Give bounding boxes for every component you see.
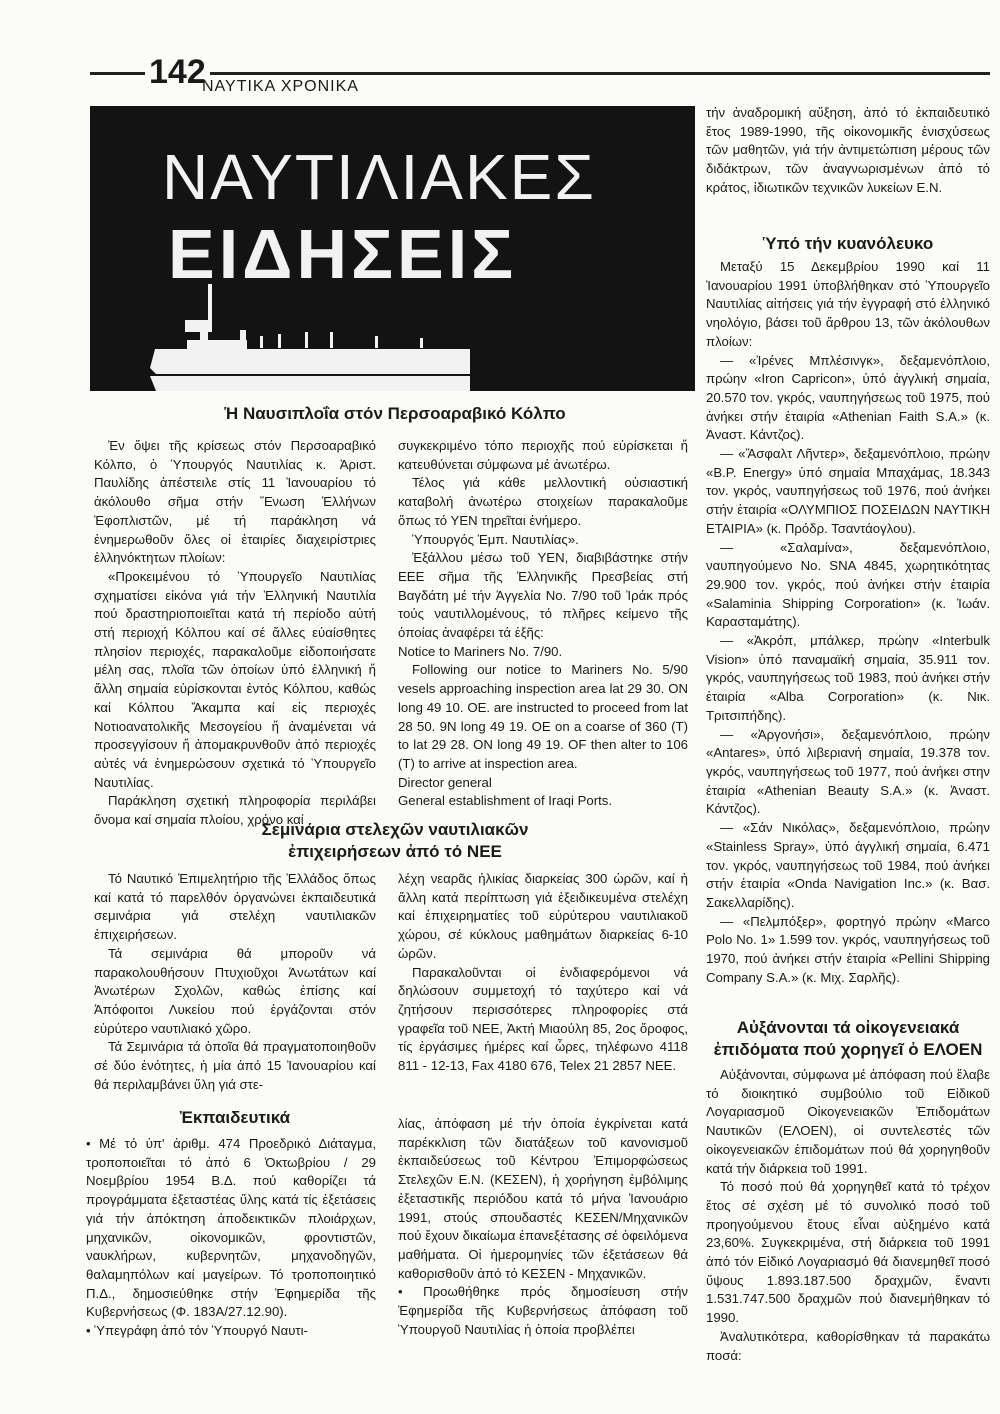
paragraph: — «Ἄσφαλτ Λῆντερ», δεξαμενόπλοιο, πρώην «B.P. Energy» ὑπό σημαία Μπαχάμας, 18.343 τον. γκρός, ναυπηγήσεως τοῦ 1976, πού ἀνήκει στήν ἑταιρία «ΟΛΥΜΠΙΟΣ ΠΟΣΕΙΔΩΝ ΝΑΥΤΙΚΗ ΕΤΑΙΡΙΑ» (κ. Πρόδρ. Τσαντάογλου). bbox=[706, 446, 990, 536]
paragraph: Τά σεμινάρια θά μποροῦν νά παρακολουθήσουν Πτυχιοῦχοι Ἀνωτάτων καί Ἀνωτέρων Σχολῶν, καθώς ἐπίσης καί Ἀπόφοιτοι Λυκείου πού ἐργάζονται στόν εὐρύτερο ναυτιλιακό χῶρο. bbox=[94, 945, 376, 1036]
article3-right-column bbox=[398, 1115, 688, 1339]
paragraph: — «Ἀργονήσι», δεξαμενόπλοιο, πρώην «Antares», ὑπό λιβεριανή σημαία, 19.378 τον. γκρός, ναυπηγήσεως τοῦ 1977, πού ἀνήκει στην ἑταιρία «Athenian Beauty S.A.» (κ. Ἀναστ. Κάντζος). bbox=[706, 726, 990, 817]
paragraph: λέχη νεαρᾶς ἡλικίας διαρκείας 300 ὡρῶν, καί ἡ ἄλλη κατά περίπτωση γιά ἐξειδικευμένα στελέχη καί ἐπιχειρηματίες τοῦ εὐρύτερου ναυτιλιακοῦ χώρου, σέ κύκλους μαθημάτων διαρκείας 6-10 ὡρῶν. bbox=[398, 871, 688, 961]
banner-title-line1: ΝΑΥΤΙΛΙΑΚΕΣ bbox=[162, 141, 596, 213]
rightcol-flag-body bbox=[706, 258, 990, 987]
paragraph: λίας, ἀπόφαση μέ τήν ὁποία ἐγκρίνεται κατά παρέκκλιση τῶν διατάξεων τοῦ κανονισμοῦ ἐκπαιδεύσεως τοῦ Κέντρου Ἐπιμορφώσεως Στελεχῶν Ε.Ν. (ΚΕΣΕΝ), ἡ χορήγηση ἐμβόλιμης ἐξεταστικῆς περιόδου κατά τό μήνα Ἰανουάριο 1991, στούς σπουδαστές ΚΕΣΕΝ/Μηχανικῶν πού ἔχουν δικαίωμα ἐπανεξέτασης σέ ὀφειλόμενα μαθήματα. Οἱ ἡμερομηνίες τῶν ἐξετάσεων θά καθορισθοῦν ἀπό τό ΚΕΣΕΝ - Μηχανικῶν. bbox=[398, 1116, 688, 1281]
article-title-seminars-line2: ἐπιχειρήσεων ἀπό τό ΝΕΕ bbox=[288, 842, 502, 861]
paragraph: Ὑπουργός Ἐμπ. Ναυτιλίας». bbox=[412, 531, 579, 547]
paragraph: • Μέ τό ὑπ' ἀριθμ. 474 Προεδρικό Διάταγμα, τροποποιεῖται τό ἀπό 6 Ὀκτωβρίου / 29 Νοεμβρίου 1954 Β.Δ. πού καθορίζει τά προγράμματα ἐξεταστέας ὕλης κατά τίς ἐξετάσεις γιά τήν ἀπόκτηση ἀποδεικτικῶν πλοιάρχων, μηχανικῶν, οἰκονομικῶν, φροντιστῶν, ναυκλήρων, κυβερνητῶν, μηχανοδηγῶν, θαλαμηπόλων καί μαγείρων. Τό τροποποιητικό Π.Δ., δημοσιεύθηκε στήν Ἐφημερίδα τῆς Κυβερνήσεως (Φ. 183Α/27.12.90). bbox=[86, 1136, 376, 1320]
article-title-persian-gulf: Ἡ Ναυσιπλοΐα στόν Περσοαραβικό Κόλπο bbox=[224, 404, 566, 423]
article-title-education: Ἐκπαιδευτικά bbox=[179, 1108, 291, 1127]
paragraph: Τέλος γιά κάθε μελλοντική οὐσιαστική καταβολή ἀνωτέρω στοιχείων παρακαλοῦμε ὅπως τό ΥΕΝ τηρεῖται ἐνήμερο. bbox=[398, 475, 688, 528]
banner-title-line2: ΕΙΔΗΣΕΙΣ bbox=[168, 215, 518, 293]
paragraph: Τά Σεμινάρια τά ὁποῖα θά πραγματοποιηθοῦν σέ δύο ἑνότητες, ἡ μία ἀπό 15 Ἰανουαρίου καί θά περιλαμβάνει ὕλη γιά στε- bbox=[94, 1039, 376, 1092]
paragraph: Ἐν ὄψει τῆς κρίσεως στόν Περσοαραβικό Κόλπο, ὁ Ὑπουργός Ναυτιλίας κ. Ἀριστ. Παυλίδης ἀπέστειλε στίς 11 Ἰανουαρίου τό ἀκόλουθο σῆμα στήν Ἕνωση Ἑλλήνων Ἐφοπλιστῶν, μέ τή παράκληση νά ἐνημερωθοῦν ὅλες οἱ ἑταιρίες διαχειρίστριες ἑλληνόκτητων πλοίων: bbox=[94, 438, 376, 566]
paragraph: Ἀναλυτικότερα, καθορίσθηκαν τά παρακάτω ποσά: bbox=[706, 1328, 990, 1363]
paragraph: συγκεκριμένο τόπο περιοχῆς πού εὑρίσκεται ἤ κατευθύνεται σύμφωνα μέ ἀνωτέρω. bbox=[398, 438, 688, 472]
paragraph: Παρακαλοῦνται οἱ ἐνδιαφερόμενοι νά δηλώσουν συμμετοχή τό ταχύτερο καί νά ζητήσουν περισσότερες πληροφορίες στά γραφεῖα τοῦ ΝΕΕ, Ἀκτή Μιαούλη 85, 2ος ὄροφος, τίς ἐργάσιμες ἡμέρες καί ὧρες, τηλέφωνο 4118 811 - 12-13, Fax 4180 676, Telex 21 2857 ΝΕΕ. bbox=[398, 964, 688, 1074]
notice-signature-org: General establishment of Iraqi Ports. bbox=[398, 793, 613, 809]
article1-right-column bbox=[398, 437, 688, 811]
article-title-family-allowances-line2: ἐπιδόματα πού χορηγεῖ ὁ ΕΛΟΕΝ bbox=[713, 1040, 983, 1059]
paragraph: Αὐξάνονται, σύμφωνα μέ ἀπόφαση πού ἔλαβε τό διοικητικό συμβούλιο τοῦ Εἰδικοῦ Λογαριασμοῦ Οἰκογενειακῶν Ἐπιδομάτων Ναυτικῶν (ΕΛΟΕΝ), οἱ συντελεστές τῶν οἰκογενειακῶν ἐπιδομάτων πού θά χορηγηθοῦν κατά τήν διάρκεια τοῦ 1991. bbox=[706, 1067, 990, 1176]
paragraph: «Προκειμένου τό Ὑπουργεῖο Ναυτιλίας σχηματίσει εἰκόνα γιά τήν Ἑλληνική Ναυτιλία πού δραστηριοποιεῖται κατά τή περίοδο αὐτή στή περιοχή Κόλπου καί σέ ἄλλες εὐαίσθητες πλησίον περιοχές, παρακαλοῦμε εἰδοποιήσατε μέλη σας, πλοῖα τῶν ὁποίων ὑπό ἑλληνική ἤ ἄλλη σημαία εὑρίσκονται ἐντός Κόλπου, καθώς καί Κόλπου Ἄκαμπα καί εἰς περιοχές Νοτιοανατολικῆς Μεσογείου ἤ ἀναμένεται νά προσεγγίσουν ἤ ἀπομακρυνθοῦν ἀπό περιοχές αὐτές νά ἐνημερώσουν σχετικά τό Ὑπουργεῖο Ναυτιλίας. bbox=[94, 568, 376, 790]
paragraph: — «Σαλαμίνα», δεξαμενόπλοιο, ναυπηγούμενο Νο. SNA 4845, χωρητικότητας 29.900 τον. γκρός, πού ἀνήκει στήν ἑταιρία «Salaminia Shipping Corporation» (κ. Ἰωάν. Καρασταμάτης). bbox=[706, 539, 990, 630]
paragraph: — «Ἀκρόπ, μπάλκερ, πρώην «Interbulk Vision» ὑπό παναμαϊκή σημαία, 35.911 τον. γκρός, ναυπηγήσεως τοῦ 1983, πού ἀνήκει στήν ἑταιρία «Alba Corporation» (κ. Νικ. Τριτσιπήδης). bbox=[706, 633, 990, 723]
paragraph: • Ὑπεγράφη ἀπό τόν Ὑπουργό Ναυτι- bbox=[86, 1323, 308, 1339]
paragraph: Παράκληση σχετική πληροφορία περιλάβει ὄνομα καί σημαία πλοίου, χρόνο καί bbox=[94, 793, 376, 828]
article-title-seminars-line1: Σεμινάρια στελεχῶν ναυτιλιακῶν bbox=[261, 820, 529, 839]
rightcol-allowance-body bbox=[706, 1066, 990, 1365]
article1-left-column bbox=[94, 437, 376, 830]
notice-text: Following our notice to Mariners No. 5/90 vesels approaching inspection area lat 29 30. ON long 49 10. OE. are instructed to proceed from lat 28 50. 9N long 49 19. OE on a coarse of 360 (T) to lat 29 28. ON long 49 19. OF then alter to 106 (T) to arrive at inspection area. bbox=[398, 662, 688, 771]
header-rule bbox=[90, 72, 990, 75]
paragraph: Ἐξάλλου μέσω τοῦ ΥΕΝ, διαβιβάστηκε στήν ΕΕΕ σῆμα τῆς Ἑλληνικῆς Πρεσβείας στή Βαγδάτη μέ τήν Ἀγγελία Νο. 7/90 τοῦ Ἰράκ πρός τούς ναυτιλλομένους, τό πλῆρες κείμενο τῆς ὁποίας ἀναφέρει τά ἑξῆς: bbox=[398, 550, 688, 641]
magazine-name: ΝΑΥΤΙΚΑ ΧΡΟΝΙΚΑ bbox=[202, 78, 359, 95]
article-title-greek-flag: Ὑπό τήν κυανόλευκο bbox=[762, 234, 934, 253]
paragraph: — «Ἰρένες Μπλέσινγκ», δεξαμενόπλοιο, πρώην «Iron Capricon», ὑπό ἀγγλική σημαία, 20.570 τον. γκρός, ναυπηγήσεως τοῦ 1975, πού ἀνήκει στήν ἑταιρία «Athenian Faith S.A.» (κ. Ἀναστ. Κάντζος). bbox=[706, 352, 990, 443]
notice-signature: Director general bbox=[398, 774, 492, 790]
notice-title: Notice to Mariners No. 7/90. bbox=[398, 643, 563, 659]
article2-right-column bbox=[398, 870, 688, 1076]
paragraph: — «Σάν Νικόλας», δεξαμενόπλοιο, πρώην «Stainless Spray», ὑπό ἀγγλική σημαία, 6.471 τον. γκρός, ναυπηγήσεως τοῦ 1984, πού ἀνήκει στήν ἑταιρία «Onda Navigation Inc.» (κ. Βασ. Σακελλαρίδης). bbox=[706, 820, 990, 910]
paragraph: Μεταξύ 15 Δεκεμβρίου 1990 καί 11 Ἰανουαρίου 1991 ὑποβλήθηκαν στό Ὑπουργεῖο Ναυτιλίας αἰτήσεις γιά τήν ἐγγραφή στό ἑλληνικό νηολόγιο, βάσει τοῦ ἄρθρου 13, τῶν ἀκόλουθων πλοίων: bbox=[706, 259, 990, 349]
article3-left-column bbox=[86, 1135, 376, 1341]
article2-left-column bbox=[94, 870, 376, 1094]
page-number: 142 bbox=[145, 52, 210, 92]
rightcol-top-continuation bbox=[706, 104, 990, 198]
article-title-family-allowances-line1: Αὐξάνονται τά οἰκογενειακά bbox=[736, 1018, 960, 1037]
paragraph: — «Πελμπόξερ», φορτηγό πρώην «Marco Polo No. 1» 1.599 τον. γκρός, ναυπηγήσεως τοῦ 1970, πού ἀνήκει στήν ἑταιρία «Pellini Shipping Company S.A.» (κ. Μιχ. Σαρλῆς). bbox=[706, 913, 990, 985]
paragraph: Τό ποσό πού θά χορηγηθεῖ κατά τό τρέχον ἔτος σέ σχέση μέ τό συνολικό ποσό τοῦ προηγούμενου ἔτους εἶναι αὐξημένο κατά 23,60%. Συγκεκριμένα, στή διάρκεια τοῦ 1991 ἀπό τόν Εἰδικό Λογαριασμό θά διανεμηθεῖ ποσό ὕψους 1.893.187.500 δραχμῶν, ἔναντι 1.531.747.500 δραχμῶν πού διανεμήθηκαν τό 1990. bbox=[706, 1179, 990, 1326]
paragraph: • Προωθήθηκε πρός δημοσίευση στήν Ἐφημερίδα τῆς Κυβερνήσεως ἀπόφαση τοῦ Ὑπουργοῦ Ναυτιλίας ἡ ὁποία προβλέπει bbox=[398, 1284, 688, 1337]
paragraph: Τό Ναυτικό Ἐπιμελητήριο τῆς Ἑλλάδος ὅπως καί κατά τό παρελθόν ὀργανώνει ἐκπαιδευτικά σεμινάρια γιά στελέχη ναυτιλιακῶν ἐπιχειρήσεων. bbox=[94, 871, 376, 943]
section-banner bbox=[90, 106, 695, 391]
paragraph: τήν ἀναδρομική αὔξηση, ἀπό τό ἐκπαιδευτικό ἔτος 1989-1990, τῆς οἰκονομικῆς ἐνισχύσεως τῶν μαθητῶν, γιά τήν ἀντιμετώπιση μέρους τῶν διδάκτρων, τῶν ἀναγνωρισμένων ἀπό τό κράτος, ἰδιωτικῶν τεχνικῶν λυκείων Ε.Ν. bbox=[706, 105, 990, 195]
